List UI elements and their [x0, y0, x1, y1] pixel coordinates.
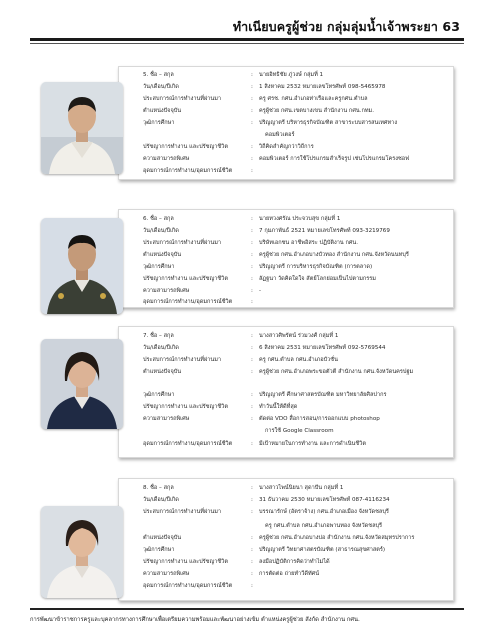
row-philosophy: ปรัชญาการทำงาน และปรัชญาชีวิต : ทำวันนี้ให้ดีที่สุด: [143, 401, 449, 413]
row-experience: ประสบการณ์การทำงานที่ผ่านมา : บรรณารักษ์ (อัตราจ้าง) กศน.อำเภอเมือง จังหวัดชลบุรี: [143, 506, 449, 518]
name-value: นางสาวไพน์นิยนา สุดาปัน กลุ่มที่ 1: [259, 485, 344, 491]
experience-value: บริษัทเอกชน อาชีพอิสระ ปฏิบัติงาน กศน.: [259, 240, 359, 246]
page-title: ทำเนียบครูผู้ช่วย กลุ่มลุ่มน้ำเจ้าพระยา 63: [232, 19, 460, 34]
position-label: ตำแหน่งปัจจุบัน: [143, 252, 182, 258]
birth-label: วัน/เดือน/ปีเกิด: [143, 345, 179, 351]
skills-value-cont: การใช้ Google Classroom: [265, 428, 334, 434]
birth-value: 1 สิงหาคม 2532 หมายเลขโทรศัพท์ 098-5465978: [259, 84, 386, 90]
row-philosophy: ปรัชญาการทำงาน และปรัชญาชีวิต : ลัฏฐนา วัดคิดใดใจ สัตย์โลกย่อมเป็นไปตามกรรม: [143, 273, 449, 285]
position-label: ตำแหน่งปัจจุบัน: [143, 369, 182, 375]
name-value: นายทวงศรัณ ประจวบสุข กลุ่มที่ 1: [259, 216, 341, 222]
philosophy-value: วิถีคิดสำคัญกว่าวิถีการ: [259, 144, 314, 150]
skills-label: ความสามารถพิเศษ: [143, 571, 190, 577]
experience-value: ครู กศน.ตำบล กศน.อำเภอบัวชั่น: [259, 357, 338, 363]
skills-value: ตัดต่อ VDO สื่อการสอน/การออกแบบ photoshop: [259, 416, 380, 422]
profile-number: 5.: [143, 72, 149, 78]
row-skills-cont: [143, 425, 449, 437]
experience-label: ประสบการณ์การทำงานที่ผ่านมา: [143, 509, 222, 515]
row-experience: ประสบการณ์การทำงานที่ผ่านมา : ครู ศรช. กศน.อำเภอท่าเรือและครูกศน.ตำบล: [143, 93, 449, 105]
profile-photo-6: [41, 218, 123, 314]
ideology-label: อุดมการณ์การทำงาน/อุดมการณ์ชีวิต: [143, 168, 233, 174]
birth-label: วัน/เดือน/ปีเกิด: [143, 84, 179, 90]
row-ideology: อุดมการณ์การทำงาน/อุดมการณ์ชีวิต :: [143, 296, 449, 308]
position-value: ครูผู้ช่วย กศน.อำเภอพระขอตัวตี สำนักงาน กศน.จังหวัดนครปฐม: [259, 369, 414, 375]
skills-label: ความสามารถพิเศษ: [143, 416, 190, 422]
row-education: วุฒิการศึกษา : ปริญญาตรี วิทยาศาสตรบัณฑิต (สาธารณสุขศาสตร์): [143, 544, 449, 556]
profile-card-6: [118, 209, 454, 308]
profile-card-7: [118, 326, 454, 458]
row-education: วุฒิการศึกษา : ปริญญาตรี การบริหารธุรกิจบัณฑิต (การตลาด): [143, 261, 449, 273]
birth-label: วัน/เดือน/ปีเกิด: [143, 228, 179, 234]
row-skills: ความสามารถพิเศษ : -: [143, 285, 449, 297]
birth-label: วัน/เดือน/ปีเกิด: [143, 497, 179, 503]
row-education: วุฒิการศึกษา : ปริญญาตรี บริหารธุรกิจบัณฑิต สาขาระบบสารสนเทศทาง: [143, 117, 449, 129]
education-value-cont: คอมพิวเตอร์: [265, 132, 295, 138]
philosophy-label: ปรัชญาการทำงาน และปรัชญาชีวิต: [143, 404, 228, 410]
philosophy-label: ปรัชญาการทำงาน และปรัชญาชีวิต: [143, 276, 228, 282]
skills-value: คอมพิวเตอร์ การใช้โปรแกรมสำเร็จรูป เช่นโปรแกรมโครงซอฟ: [259, 156, 410, 162]
profile-photo-8: [41, 506, 123, 598]
row-birth: วัน/เดือน/ปีเกิด : 1 สิงหาคม 2532 หมายเลขโทรศัพท์ 098-5465978: [143, 81, 449, 93]
title-underline: [30, 38, 464, 41]
profile-number: 6.: [143, 216, 149, 222]
row-education: วุฒิการศึกษา : ปริญญาตรี ศึกษาศาสตรบัณฑิต มหาวิทยาลัยศิลปากร: [143, 389, 449, 401]
position-value: ครูผู้ช่วย กศน.อำเภอบางบัวทอง สำนักงาน กศน.จังหวัดนนทบุรี: [259, 252, 409, 258]
row-name: 7. ชื่อ – สกุล : นางสาวศิพรัตน์ ร่วมวงศ์ กลุ่มที่ 1: [143, 330, 449, 342]
philosophy-label: ปรัชญาการทำงาน และปรัชญาชีวิต: [143, 559, 228, 565]
row-birth: วัน/เดือน/ปีเกิด : 6 สิงหาคม 2531 หมายเลขโทรศัพท์ 092-5769544: [143, 342, 449, 354]
education-label: วุฒิการศึกษา: [143, 264, 175, 270]
name-label: ชื่อ – สกุล: [150, 72, 174, 78]
position-label: ตำแหน่งปัจจุบัน: [143, 535, 182, 541]
philosophy-label: ปรัชญาการทำงาน และปรัชญาชีวิต: [143, 144, 228, 150]
row-ideology: อุดมการณ์การทำงาน/อุดมการณ์ชีวิต :: [143, 165, 449, 177]
row-position: ตำแหน่งปัจจุบัน : ครูผู้ช่วย กศน.อำเภอพระขอตัวตี สำนักงาน กศน.จังหวัดนครปฐม: [143, 366, 449, 378]
row-position: ตำแหน่งปัจจุบัน : ครูผู้ช่วย กศน.อำเภอบางบ่อ สำนักงาน กศน.จังหวัดสมุทรปราการ: [143, 532, 449, 544]
row-position: ตำแหน่งปัจจุบัน : ครูผู้ช่วย กศน.อำเภอบางบัวทอง สำนักงาน กศน.จังหวัดนนทบุรี: [143, 249, 449, 261]
row-experience-cont: [143, 520, 449, 532]
experience-label: ประสบการณ์การทำงานที่ผ่านมา: [143, 357, 222, 363]
education-value: ปริญญาตรี บริหารธุรกิจบัณฑิต สาขาระบบสารสนเทศทาง: [259, 120, 398, 126]
profile-number: 7.: [143, 333, 149, 339]
row-name: 5. ชื่อ – สกุล : นายอิทธิชัย ภู่วงษ์ กลุ่มที่ 1: [143, 69, 449, 81]
row-skills: ความสามารถพิเศษ : ตัดต่อ VDO สื่อการสอน/การออกแบบ photoshop: [143, 413, 449, 425]
education-label: วุฒิการศึกษา: [143, 547, 175, 553]
row-birth: วัน/เดือน/ปีเกิด : 31 ธันวาคม 2530 หมายเลขโทรศัพท์ 087-4116234: [143, 494, 449, 506]
profile-number: 8.: [143, 485, 149, 491]
skills-label: ความสามารถพิเศษ: [143, 288, 190, 294]
name-value: นางสาวศิพรัตน์ ร่วมวงศ์ กลุ่มที่ 1: [259, 333, 339, 339]
education-value: ปริญญาตรี วิทยาศาสตรบัณฑิต (สาธารณสุขศาสตร์): [259, 547, 386, 553]
philosophy-value: ลัฏฐนา วัดคิดใดใจ สัตย์โลกย่อมเป็นไปตามกรรม: [259, 276, 376, 282]
experience-value-cont: ครู กศน.ตำบล กศน.อำเภอพานทอง จังหวัดชลบุรี: [265, 523, 383, 529]
ideology-label: อุดมการณ์การทำงาน/อุดมการณ์ชีวิต: [143, 583, 233, 589]
name-label: ชื่อ – สกุล: [150, 333, 174, 339]
name-label: ชื่อ – สกุล: [150, 485, 174, 491]
footer-text: การพัฒนาข้าราชการครูและบุคลากรทางการศึกษาเพื่อเตรียมความพร้อมและพัฒนาอย่างเข้ม ตำแหน่งครูผู้ช่วย สังกัด สำนักงาน กศน.: [30, 617, 360, 623]
skills-label: ความสามารถพิเศษ: [143, 156, 190, 162]
footer-rule: [30, 608, 464, 610]
row-name: 8. ชื่อ – สกุล : นางสาวไพน์นิยนา สุดาปัน กลุ่มที่ 1: [143, 482, 449, 494]
position-label: ตำแหน่งปัจจุบัน: [143, 108, 182, 114]
row-ideology: อุดมการณ์การทำงาน/อุดมการณ์ชีวิต : มีเป้าหมายในการทำงาน และการดำเนินชีวิต: [143, 438, 449, 450]
row-experience: ประสบการณ์การทำงานที่ผ่านมา : ครู กศน.ตำบล กศน.อำเภอบัวชั่น: [143, 354, 449, 366]
experience-value: ครู ศรช. กศน.อำเภอท่าเรือและครูกศน.ตำบล: [259, 96, 368, 102]
row-experience: ประสบการณ์การทำงานที่ผ่านมา : บริษัทเอกชน อาชีพอิสระ ปฏิบัติงาน กศน.: [143, 237, 449, 249]
position-value: ครูผู้ช่วย กศน.อำเภอบางบ่อ สำนักงาน กศน.จังหวัดสมุทรปราการ: [259, 535, 415, 541]
experience-value: บรรณารักษ์ (อัตราจ้าง) กศน.อำเภอเมือง จังหวัดชลบุรี: [259, 509, 389, 515]
ideology-label: อุดมการณ์การทำงาน/อุดมการณ์ชีวิต: [143, 441, 233, 447]
row-philosophy: ปรัชญาการทำงาน และปรัชญาชีวิต : ลงมือปฏิบัติการคิดว่าทำไม่ได้: [143, 556, 449, 568]
row-ideology: อุดมการณ์การทำงาน/อุดมการณ์ชีวิต :: [143, 580, 449, 592]
row-skills: ความสามารถพิเศษ : การตัดต่อ ถ่ายทำวีดีทัศน์: [143, 568, 449, 580]
profile-card-5: [118, 66, 454, 180]
row-education-cont: [143, 129, 449, 141]
skills-value: -: [259, 288, 262, 294]
education-label: วุฒิการศึกษา: [143, 120, 175, 126]
experience-label: ประสบการณ์การทำงานที่ผ่านมา: [143, 96, 222, 102]
skills-value: การตัดต่อ ถ่ายทำวีดีทัศน์: [259, 571, 320, 577]
ideology-label: อุดมการณ์การทำงาน/อุดมการณ์ชีวิต: [143, 299, 233, 305]
position-value: ครูผู้ช่วย กศน.เขตบางเขน สำนักงาน กศน.กทม.: [259, 108, 375, 114]
education-label: วุฒิการศึกษา: [143, 392, 175, 398]
birth-value: 6 สิงหาคม 2531 หมายเลขโทรศัพท์ 092-5769544: [259, 345, 386, 351]
experience-label: ประสบการณ์การทำงานที่ผ่านมา: [143, 240, 222, 246]
name-label: ชื่อ – สกุล: [150, 216, 174, 222]
row-philosophy: ปรัชญาการทำงาน และปรัชญาชีวิต : วิถีคิดสำคัญกว่าวิถีการ: [143, 141, 449, 153]
profile-photo-5: [41, 82, 123, 174]
row-birth: วัน/เดือน/ปีเกิด : 7 กุมภาพันธ์ 2521 หมายเลขโทรศัพท์ 093-3219769: [143, 225, 449, 237]
row-position: ตำแหน่งปัจจุบัน : ครูผู้ช่วย กศน.เขตบางเขน สำนักงาน กศน.กทม.: [143, 105, 449, 117]
birth-value: 7 กุมภาพันธ์ 2521 หมายเลขโทรศัพท์ 093-3219769: [259, 228, 390, 234]
birth-value: 31 ธันวาคม 2530 หมายเลขโทรศัพท์ 087-4116234: [259, 497, 390, 503]
row-skills: ความสามารถพิเศษ : คอมพิวเตอร์ การใช้โปรแกรมสำเร็จรูป เช่นโปรแกรมโครงซอฟ: [143, 153, 449, 165]
education-value: ปริญญาตรี การบริหารธุรกิจบัณฑิต (การตลาด): [259, 264, 373, 270]
name-value: นายอิทธิชัย ภู่วงษ์ กลุ่มที่ 1: [259, 72, 324, 78]
ideology-value: มีเป้าหมายในการทำงาน และการดำเนินชีวิต: [259, 441, 366, 447]
profile-card-8: [118, 478, 454, 601]
title-underline-thin: [30, 43, 464, 44]
education-value: ปริญญาตรี ศึกษาศาสตรบัณฑิต มหาวิทยาลัยศิลปากร: [259, 392, 387, 398]
row-name: 6. ชื่อ – สกุล : นายทวงศรัณ ประจวบสุข กลุ่มที่ 1: [143, 213, 449, 225]
profile-photo-7: [41, 339, 123, 429]
philosophy-value: ทำวันนี้ให้ดีที่สุด: [259, 404, 298, 410]
philosophy-value: ลงมือปฏิบัติการคิดว่าทำไม่ได้: [259, 559, 330, 565]
